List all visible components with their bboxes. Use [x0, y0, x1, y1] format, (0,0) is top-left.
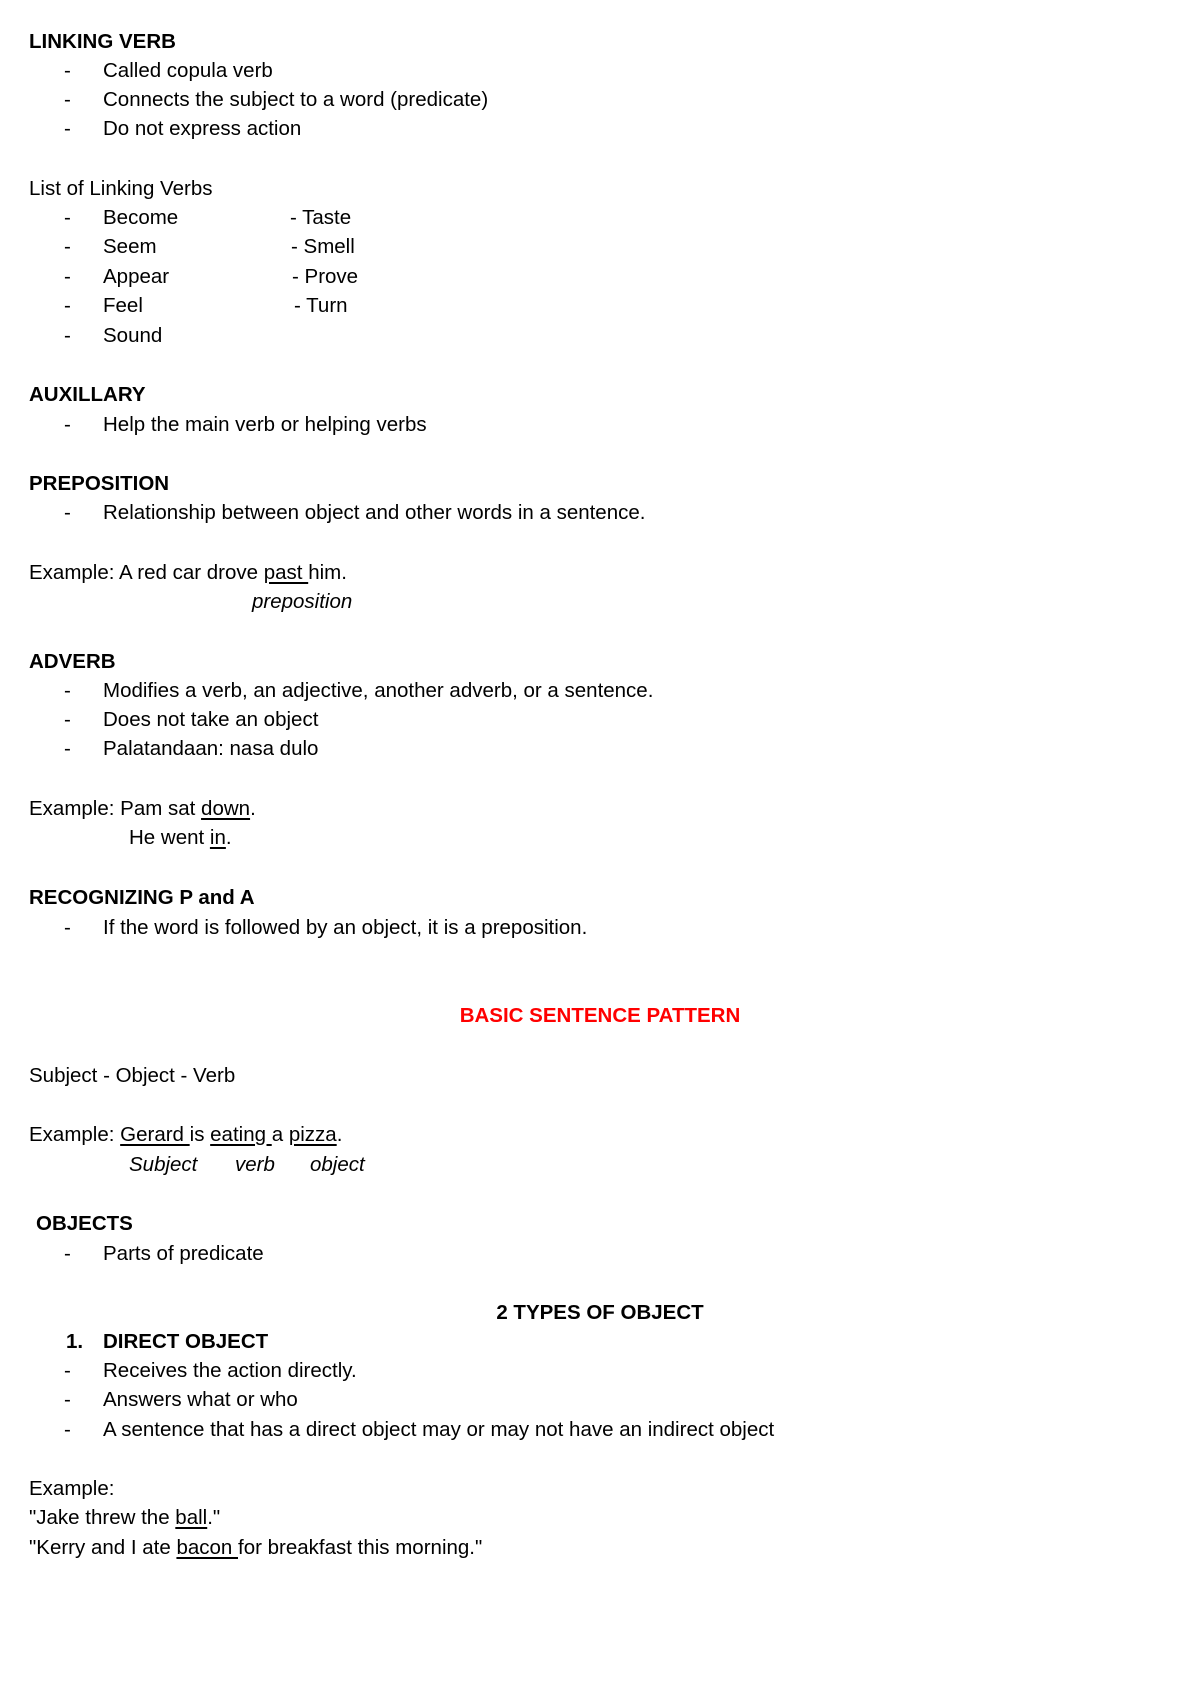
bullet-text: Receives the action directly. — [103, 1359, 357, 1382]
bullet-dash: - — [64, 294, 71, 317]
example-text: . — [225, 826, 232, 849]
adverb-example-2 — [129, 826, 232, 850]
underlined-subject: Gerard — [120, 1123, 190, 1146]
example-text: is — [189, 1123, 211, 1146]
verb-left: Sound — [103, 324, 163, 347]
bullet-dash: - — [64, 88, 71, 111]
underlined-word: bacon — [176, 1536, 238, 1559]
example-text: for breakfast this morning." — [238, 1536, 483, 1559]
example-text: . — [336, 1123, 343, 1146]
bullet-dash: - — [64, 708, 71, 731]
adverb-heading: ADVERB — [29, 650, 116, 673]
example-text: He went — [129, 826, 210, 849]
example-text: Example: Pam sat — [29, 797, 202, 820]
example-text: "Kerry and I ate — [29, 1536, 177, 1559]
verb-left: Seem — [103, 235, 157, 258]
preposition-label: preposition — [252, 590, 353, 613]
types-of-object-title: 2 TYPES OF OBJECT — [496, 1301, 704, 1324]
bullet-text: Called copula verb — [103, 59, 273, 82]
direct-object-example-1 — [29, 1506, 220, 1530]
label-object: object — [310, 1153, 365, 1176]
bullet-dash: - — [64, 413, 71, 436]
list-number: 1. — [66, 1330, 84, 1353]
example-text: . — [250, 797, 256, 820]
preposition-heading: PREPOSITION — [29, 472, 170, 495]
verb-left: Become — [103, 206, 179, 229]
example-text: him. — [308, 561, 347, 584]
underlined-word: down — [201, 797, 251, 820]
bullet-dash: - — [64, 59, 71, 82]
bullet-text: Help the main verb or helping verbs — [103, 413, 427, 436]
bullet-dash: - — [64, 117, 71, 140]
example-text: Example: — [29, 1123, 121, 1146]
example-text: Example: A red car drove — [29, 561, 264, 584]
linking-verb-heading: LINKING VERB — [29, 30, 176, 53]
example-text: ." — [207, 1506, 221, 1529]
bullet-text: If the word is followed by an object, it is a preposition. — [103, 916, 588, 939]
bullet-dash: - — [64, 1242, 71, 1265]
bullet-dash: - — [64, 501, 71, 524]
verb-right: - Prove — [292, 265, 359, 288]
verb-left: Feel — [103, 294, 143, 317]
bullet-dash: - — [64, 324, 71, 347]
bullet-text: Parts of predicate — [103, 1242, 264, 1265]
underlined-word: ball — [175, 1506, 208, 1529]
direct-object-example-2 — [29, 1536, 482, 1560]
verb-right: - Smell — [291, 235, 355, 258]
verb-right: - Taste — [290, 206, 352, 229]
underlined-verb: eating — [210, 1123, 272, 1146]
bullet-dash: - — [64, 1359, 71, 1382]
preposition-example — [29, 561, 347, 585]
auxillary-heading: AUXILLARY — [29, 383, 146, 406]
bullet-dash: - — [64, 265, 71, 288]
verb-left: Appear — [103, 265, 170, 288]
direct-object-example-label: Example: — [29, 1477, 115, 1500]
underlined-object: pizza — [288, 1123, 337, 1146]
sentence-pattern: Subject - Object - Verb — [29, 1064, 236, 1087]
bullet-dash: - — [64, 737, 71, 760]
bullet-text: Do not express action — [103, 117, 302, 140]
label-verb: verb — [235, 1153, 275, 1176]
underlined-word: in — [209, 826, 226, 849]
bullet-text: Relationship between object and other words in a sentence. — [103, 501, 646, 524]
bullet-text: Does not take an object — [103, 708, 319, 731]
linking-verbs-list-title: List of Linking Verbs — [29, 177, 213, 200]
objects-heading: OBJECTS — [36, 1212, 133, 1235]
bullet-text: Modifies a verb, an adjective, another adverb, or a sentence. — [103, 679, 654, 702]
adverb-example-1 — [29, 797, 256, 821]
basic-sentence-pattern-title: BASIC SENTENCE PATTERN — [459, 1004, 741, 1027]
example-text: a — [271, 1123, 289, 1146]
bullet-dash: - — [64, 206, 71, 229]
verb-right: - Turn — [294, 294, 348, 317]
bullet-text: Palatandaan: nasa dulo — [103, 737, 319, 760]
bullet-dash: - — [64, 1418, 71, 1441]
underlined-word: past — [263, 561, 309, 584]
bullet-dash: - — [64, 235, 71, 258]
pattern-example — [29, 1123, 342, 1147]
bullet-dash: - — [64, 679, 71, 702]
bullet-text: Answers what or who — [103, 1388, 298, 1411]
bullet-dash: - — [64, 916, 71, 939]
label-subject: Subject — [129, 1153, 198, 1176]
bullet-dash: - — [64, 1388, 71, 1411]
bullet-text: Connects the subject to a word (predicate) — [103, 88, 489, 111]
example-text: "Jake threw the — [29, 1506, 176, 1529]
recognizing-heading: RECOGNIZING P and A — [29, 886, 255, 909]
direct-object-heading: DIRECT OBJECT — [103, 1330, 269, 1353]
bullet-text: A sentence that has a direct object may or may not have an indirect object — [103, 1418, 775, 1441]
